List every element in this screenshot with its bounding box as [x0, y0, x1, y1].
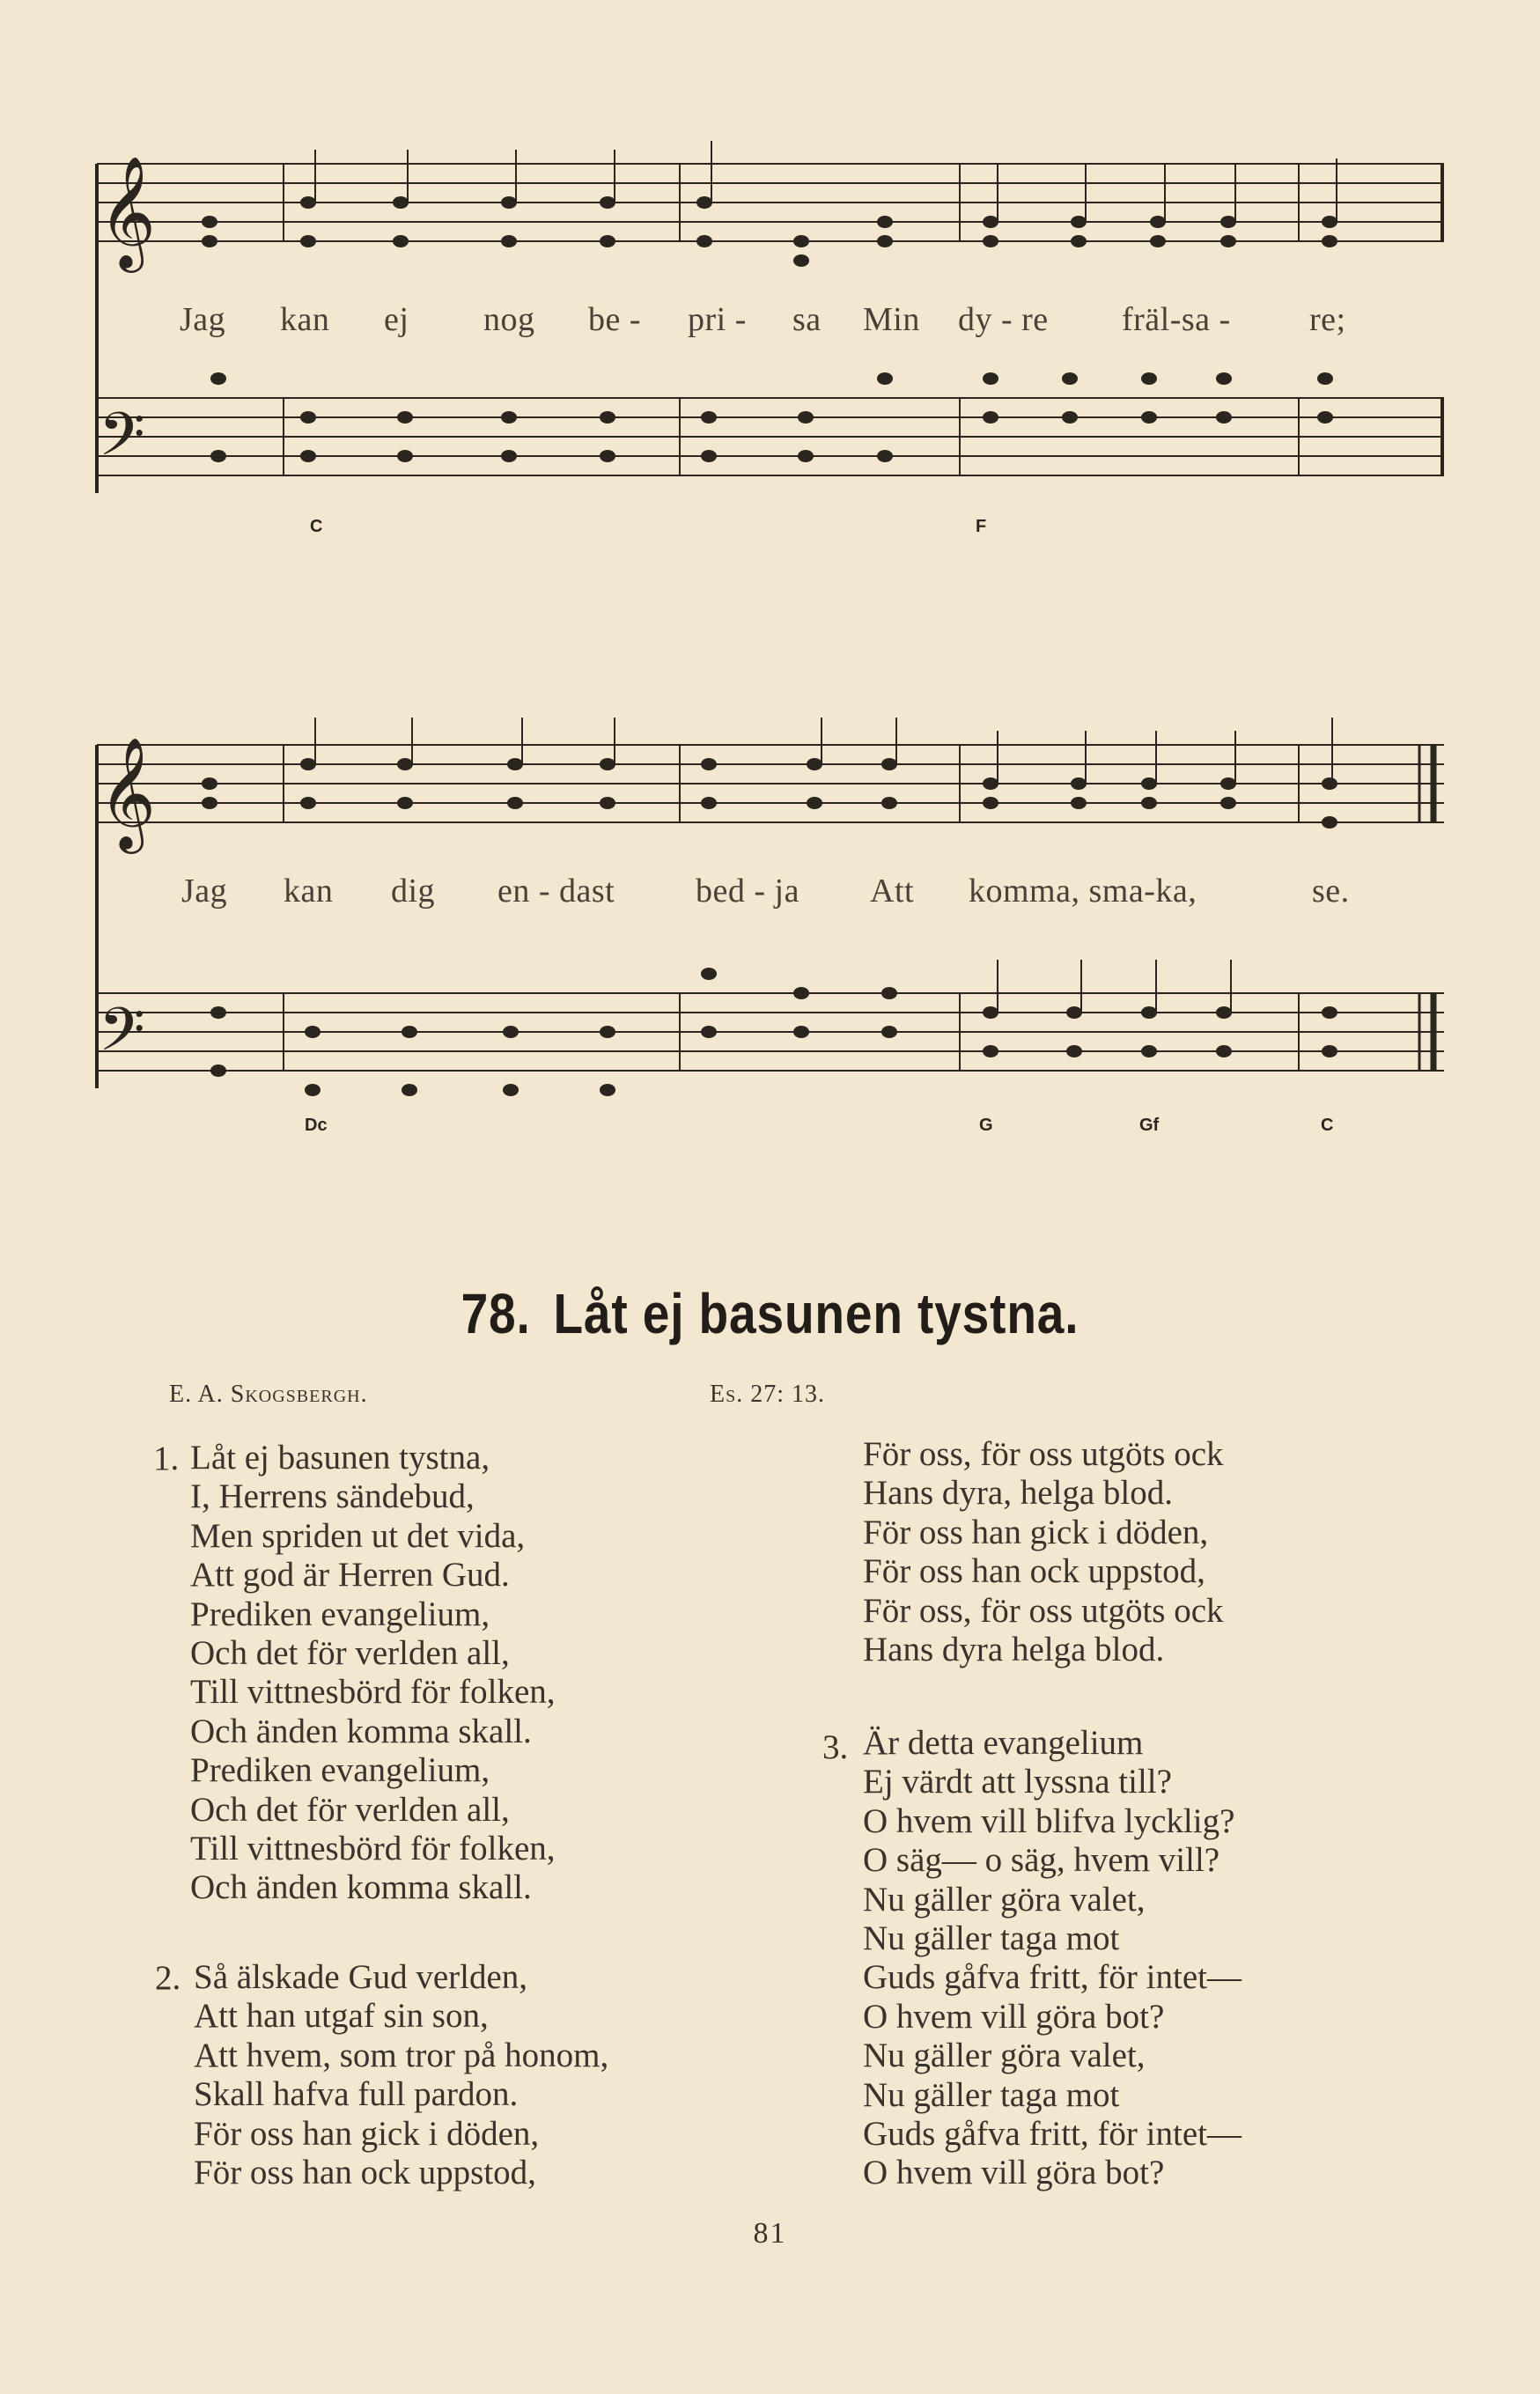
verse-2-continued [863, 1435, 1224, 1669]
treble-staff-1 [97, 164, 1444, 241]
verse-line: Låt ej basunen tystna, [190, 1439, 490, 1477]
bass-staff-1 [97, 398, 1444, 475]
hymn-number: 78. [461, 1282, 531, 1345]
lyrics-system-2 [181, 873, 1350, 910]
verse-line: O hvem vill göra bot? [863, 2154, 1165, 2192]
treble-clef-icon: 𝄞 [99, 736, 157, 849]
verse-line: Att han utgaf sin son, [194, 1997, 489, 2036]
verse-line: Guds gåfva fritt, för intet— [863, 2115, 1242, 2154]
verse-line: Och det för verlden all, [190, 1790, 510, 1829]
chord-symbol: C [1321, 1116, 1334, 1135]
verse-line: Att god är Herren Gud. [190, 1556, 510, 1595]
treble-staff-2 [97, 745, 1444, 822]
verse-line: Nu gäller taga mot [863, 2075, 1120, 2114]
lyric-syllable: Att [870, 873, 915, 910]
lyric-syllable: Jag [181, 873, 228, 910]
bass-clef-icon: 𝄢 [99, 996, 145, 1079]
chord-symbol: Dc [305, 1116, 328, 1135]
verse-line: För oss han ock uppstod, [863, 1552, 1205, 1591]
verse-line: Att hvem, som tror på honom, [194, 2036, 609, 2074]
verse-line: För oss han gick i döden, [194, 2114, 540, 2153]
lyric-syllable: en - dast [497, 873, 615, 910]
sheet-music [0, 0, 1540, 1162]
lyric-syllable: be - [588, 301, 642, 338]
verse-line: Nu gäller göra valet, [863, 1880, 1146, 1919]
chord-symbol: C [310, 517, 323, 536]
hymn-title [107, 1281, 1432, 1346]
hymn-author: E. A. Skogsbergh. [169, 1381, 368, 1408]
verse-line: Guds gåfva fritt, för intet— [863, 1958, 1242, 1997]
treble-clef-icon: 𝄞 [99, 155, 157, 268]
chord-symbol: Gf [1139, 1116, 1160, 1135]
lyric-syllable: dy - re [958, 301, 1049, 338]
verse-line: Hans dyra helga blod. [863, 1631, 1165, 1669]
verse-line: För oss, för oss utgöts ock [863, 1435, 1224, 1473]
verse-number: 2. [155, 1959, 181, 1997]
verse-line: Men spriden ut det vida, [190, 1516, 526, 1555]
verse-line: Till vittnesbörd för folken, [190, 1673, 556, 1712]
verse-line: Nu gäller taga mot [863, 1919, 1120, 1958]
scripture-reference: Es. 27: 13. [710, 1381, 826, 1408]
verse-line: För oss han ock uppstod, [194, 2154, 536, 2192]
lyric-syllable: kan [284, 873, 334, 910]
chords-system-2 [305, 1116, 1333, 1135]
chords-system-1 [310, 517, 986, 536]
verse-line: Ej värdt att lyssna till? [863, 1763, 1172, 1801]
chord-symbol: G [979, 1116, 993, 1135]
verse-line: Så älskade Gud verlden, [194, 1958, 528, 1996]
verse-line: Hans dyra, helga blod. [863, 1474, 1173, 1513]
bass-clef-icon: 𝄢 [99, 401, 145, 484]
lyric-syllable: pri - [688, 301, 747, 338]
verse-line: O hvem vill göra bot? [863, 1997, 1165, 2036]
lyric-syllable: nog [483, 301, 535, 338]
lyric-syllable: Min [863, 301, 920, 338]
verse-line: Är detta evangelium [863, 1724, 1144, 1762]
lyric-syllable: se. [1312, 873, 1350, 910]
notes-system-2 [202, 758, 1337, 1096]
verse-number: 3. [822, 1728, 849, 1766]
verse-1 [190, 1439, 556, 1908]
lyric-syllable: fräl-sa - [1122, 301, 1231, 338]
verse-2 [194, 1958, 608, 2192]
verse-line: För oss han gick i döden, [863, 1513, 1209, 1551]
lyric-syllable: Jag [180, 301, 226, 338]
bass-staff-2 [97, 993, 1444, 1071]
hymn-title-text: Låt ej basunen tystna. [553, 1282, 1079, 1345]
lyric-syllable: dig [391, 873, 436, 910]
verse-line: I, Herrens sändebud, [190, 1477, 475, 1516]
verse-line: Och änden komma skall. [190, 1712, 532, 1750]
verse-number: 1. [153, 1440, 180, 1477]
verse-line: O hvem vill blifva lycklig? [863, 1801, 1235, 1840]
chord-symbol: F [976, 517, 987, 536]
verse-3 [863, 1724, 1242, 2193]
verse-line: Nu gäller göra valet, [863, 2037, 1146, 2075]
verse-line: För oss, för oss utgöts ock [863, 1591, 1224, 1630]
lyric-syllable: komma, sma-ka, [969, 873, 1197, 910]
verse-line: Skall hafva full pardon. [194, 2075, 519, 2114]
lyric-syllable: sa [792, 301, 822, 338]
lyric-syllable: re; [1309, 301, 1346, 338]
lyric-syllable: kan [280, 301, 330, 338]
lyric-syllable: ej [384, 301, 409, 338]
verse-line: O säg— o säg, hvem vill? [863, 1841, 1220, 1880]
verse-line: Och änden komma skall. [190, 1868, 532, 1907]
verse-line: Prediken evangelium, [190, 1595, 490, 1633]
page-number: 81 [753, 2217, 787, 2250]
verse-line: Och det för verlden all, [190, 1634, 510, 1673]
verse-line: Till vittnesbörd för folken, [190, 1830, 556, 1868]
lyrics-system-1 [180, 301, 1346, 338]
verse-line: Prediken evangelium, [190, 1751, 490, 1790]
lyric-syllable: bed - ja [696, 873, 799, 910]
